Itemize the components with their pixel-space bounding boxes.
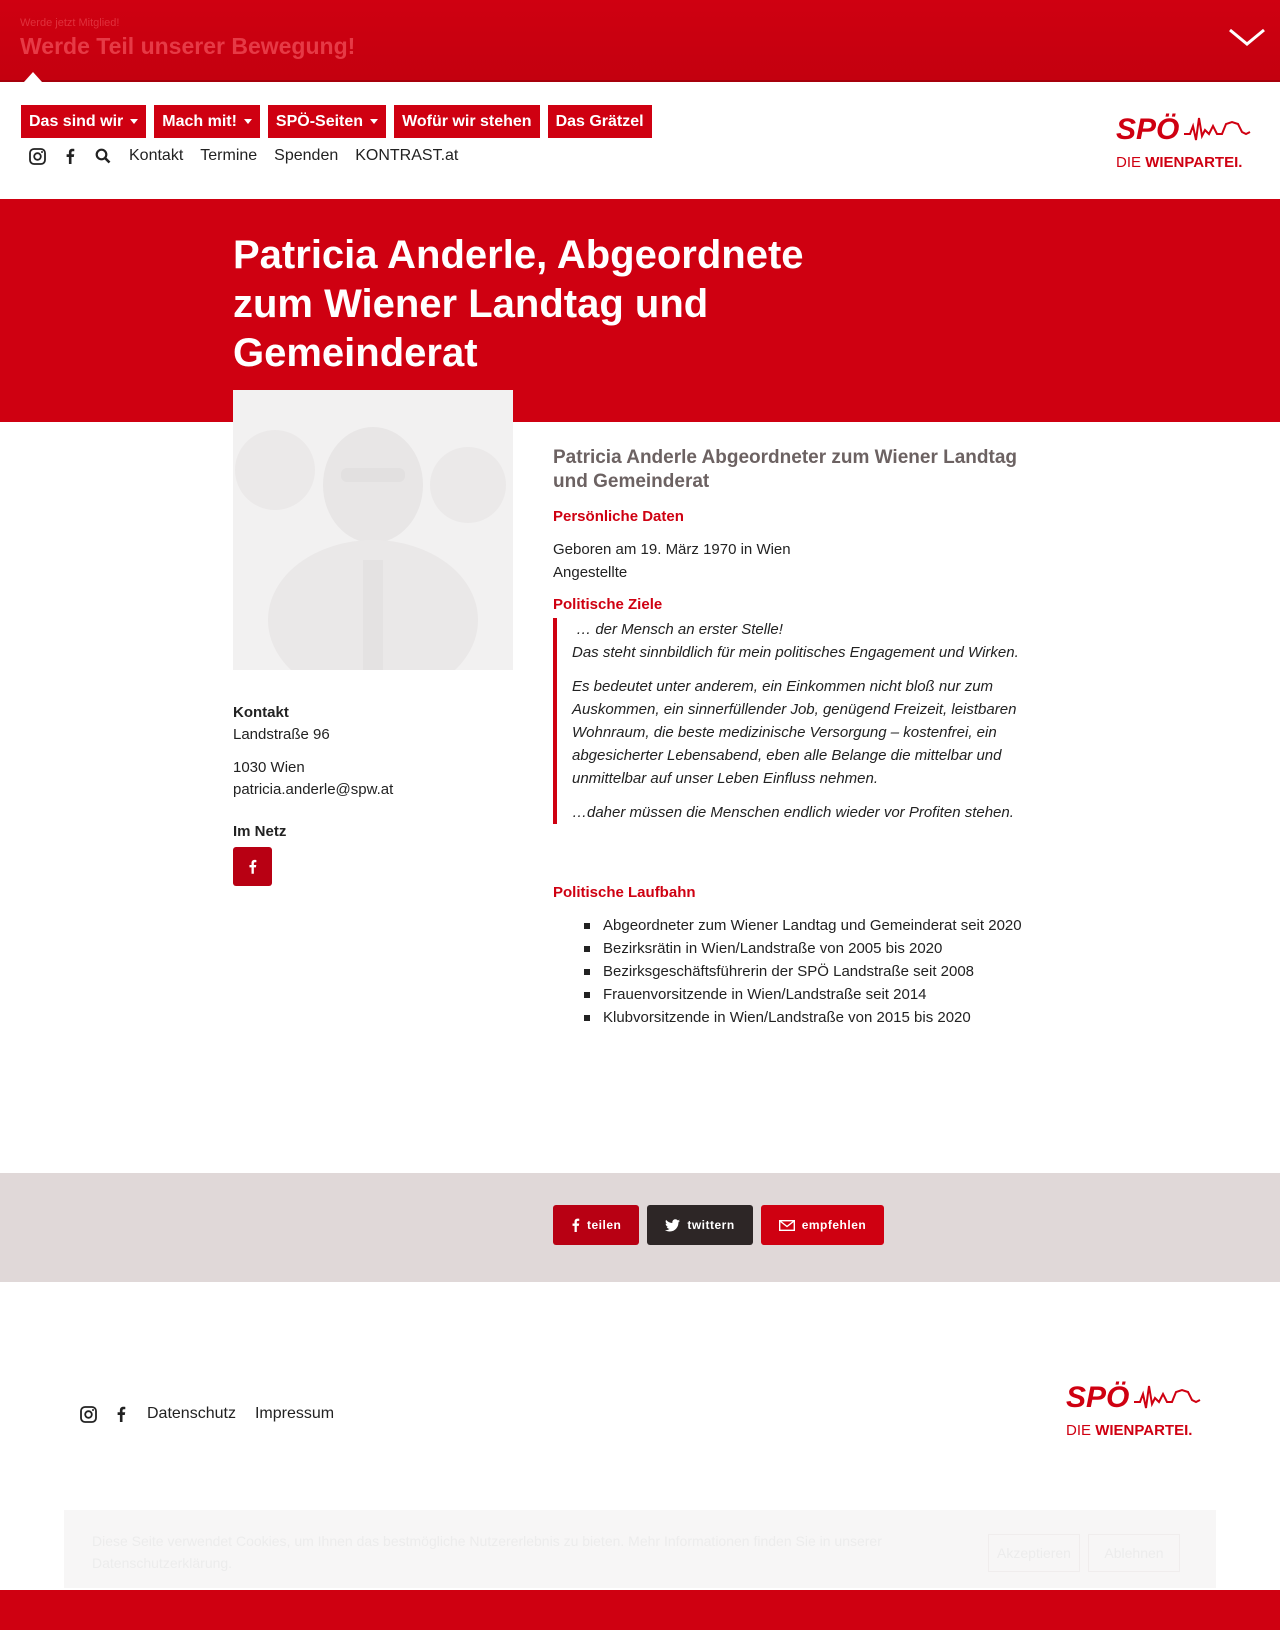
contact-heading: Kontakt bbox=[233, 704, 289, 721]
career-item: Frauenvorsitzende in Wien/Landstraße seit 2014 bbox=[584, 983, 1023, 1006]
nav-mach-mit[interactable] bbox=[154, 105, 260, 138]
caret-down-icon bbox=[130, 119, 138, 124]
career-item: Bezirksgeschäftsführerin der SPÖ Landstraße seit 2008 bbox=[584, 960, 1023, 983]
facebook-icon bbox=[248, 859, 257, 874]
logo-text-die: DIE bbox=[1116, 154, 1146, 171]
link-spenden[interactable]: Spenden bbox=[274, 147, 339, 164]
logo-text-wienpartei: WIENPARTEI. bbox=[1145, 154, 1243, 171]
profile-title: Patricia Anderle Abgeordneter zum Wiener Landtag und Gemeinderat bbox=[553, 447, 1018, 492]
nav-spoe-seiten[interactable] bbox=[268, 105, 386, 138]
career-item: Klubvorsitzende in Wien/Landstraße von 2015 bis 2020 bbox=[584, 1006, 1023, 1029]
profile-content bbox=[553, 446, 1053, 1029]
link-termine[interactable]: Termine bbox=[200, 147, 258, 164]
share-twitter-button[interactable] bbox=[647, 1205, 752, 1245]
nav-wofuer-wir-stehen[interactable] bbox=[394, 105, 540, 138]
spoe-footer-logo[interactable] bbox=[1064, 1372, 1204, 1444]
link-datenschutz[interactable]: Datenschutz bbox=[147, 1405, 236, 1422]
quote-line-2: Das steht sinnbildlich für mein politisches Engagement und Wirken. bbox=[572, 644, 1019, 661]
twitter-icon bbox=[665, 1219, 680, 1232]
nav-das-graetzel[interactable] bbox=[548, 105, 652, 138]
nav-label: Wofür wir stehen bbox=[402, 113, 532, 130]
secondary-nav bbox=[27, 145, 472, 167]
instagram-icon[interactable] bbox=[78, 1404, 98, 1424]
footer-nav bbox=[78, 1403, 350, 1425]
facebook-profile-button[interactable] bbox=[233, 847, 272, 886]
spoe-logo[interactable] bbox=[1114, 104, 1254, 176]
share-email-button[interactable] bbox=[761, 1205, 885, 1245]
quote-paragraph-2: Es bedeutet unter anderem, ein Einkommen nicht bloß nur zum Auskommen, ein sinnerfüllender Job, genügend Freizeit, leistbaren Wohnraum, die beste medizinische Versorgung – kostenfrei, ein abgesicherter Lebensabend, eben alle Belange die mittelbar und unmittelbar auf unser Leben Einfluss nehmen. bbox=[572, 678, 1017, 787]
banner-headline: Werde Teil unserer Bewegung! bbox=[20, 33, 356, 59]
caret-down-icon bbox=[244, 119, 252, 124]
contact-city: 1030 Wien bbox=[233, 759, 305, 776]
banner-notch bbox=[24, 72, 42, 82]
career-item: Abgeordneter zum Wiener Landtag und Gemeinderat seit 2020 bbox=[584, 914, 1023, 937]
net-heading: Im Netz bbox=[233, 823, 287, 840]
main-nav bbox=[21, 105, 652, 138]
nav-label: Mach mit! bbox=[162, 113, 237, 130]
goals-quote bbox=[553, 618, 1023, 824]
portrait-image bbox=[233, 390, 513, 670]
share-twitter-label: twittern bbox=[687, 1218, 735, 1232]
mail-icon bbox=[779, 1220, 795, 1231]
share-facebook-label: teilen bbox=[587, 1218, 622, 1232]
goals-heading: Politische Ziele bbox=[553, 596, 663, 613]
banner-small-text: Werde jetzt Mitglied! bbox=[20, 17, 120, 29]
cookie-notice bbox=[64, 1510, 1216, 1588]
nav-das-sind-wir[interactable] bbox=[21, 105, 146, 138]
caret-down-icon bbox=[370, 119, 378, 124]
contact-email[interactable]: patricia.anderle@spw.at bbox=[233, 781, 394, 798]
nav-label: SPÖ-Seiten bbox=[275, 113, 364, 130]
facebook-icon bbox=[571, 1218, 580, 1232]
nav-label: Das Grätzel bbox=[555, 113, 644, 130]
link-kontakt[interactable]: Kontakt bbox=[129, 147, 184, 164]
share-bar bbox=[0, 1173, 1280, 1282]
facebook-icon[interactable] bbox=[111, 1404, 131, 1424]
cookie-text: Diese Seite verwendet Cookies, um Ihnen das bestmögliche Nutzererlebnis zu bieten. Mehr Informationen finden Sie in unserer Datenschutzerklärung. bbox=[92, 1533, 882, 1571]
personal-heading: Persönliche Daten bbox=[553, 508, 684, 525]
instagram-icon[interactable] bbox=[27, 146, 47, 166]
link-impressum[interactable]: Impressum bbox=[254, 1405, 335, 1422]
cookie-decline-button[interactable]: Ablehnen bbox=[1088, 1534, 1180, 1572]
membership-banner[interactable] bbox=[0, 0, 1280, 82]
search-icon[interactable] bbox=[93, 146, 113, 166]
svg-text:DIE WIENPARTEI. bbox=[1116, 154, 1242, 171]
cookie-accept-button[interactable]: Akzeptieren bbox=[988, 1534, 1080, 1572]
contact-section bbox=[233, 702, 523, 886]
share-email-label: empfehlen bbox=[801, 1218, 867, 1232]
page-title: Patricia Anderle, Abgeordnete zum Wiener Landtag und Gemeinderat bbox=[233, 233, 804, 375]
bottom-bar bbox=[0, 1590, 1280, 1630]
chevron-down-icon[interactable] bbox=[1228, 24, 1266, 50]
career-item: Bezirksrätin in Wien/Landstraße von 2005 bis 2020 bbox=[584, 937, 1023, 960]
hero-banner bbox=[0, 199, 1280, 422]
birth-info: Geboren am 19. März 1970 in Wien bbox=[553, 541, 791, 558]
share-facebook-button[interactable] bbox=[553, 1205, 639, 1245]
job-info: Angestellte bbox=[553, 564, 628, 581]
career-heading: Politische Laufbahn bbox=[553, 884, 696, 901]
nav-label: Das sind wir bbox=[29, 113, 124, 130]
svg-text:DIE WIENPARTEI. bbox=[1066, 1422, 1192, 1439]
link-kontrast[interactable]: KONTRAST.at bbox=[355, 147, 459, 164]
logo-text-spoe: SPÖ bbox=[1066, 1381, 1130, 1414]
quote-paragraph-3: …daher müssen die Menschen endlich wieder vor Profiten stehen. bbox=[572, 804, 1014, 821]
career-list bbox=[553, 914, 1023, 1029]
portrait-photo bbox=[233, 390, 513, 670]
logo-text-spoe: SPÖ bbox=[1116, 113, 1180, 146]
contact-street: Landstraße 96 bbox=[233, 726, 330, 743]
logo-text-wienpartei: WIENPARTEI. bbox=[1095, 1422, 1193, 1439]
quote-line-1: … der Mensch an erster Stelle! bbox=[572, 621, 783, 638]
logo-text-die: DIE bbox=[1066, 1422, 1096, 1439]
facebook-icon[interactable] bbox=[60, 146, 80, 166]
